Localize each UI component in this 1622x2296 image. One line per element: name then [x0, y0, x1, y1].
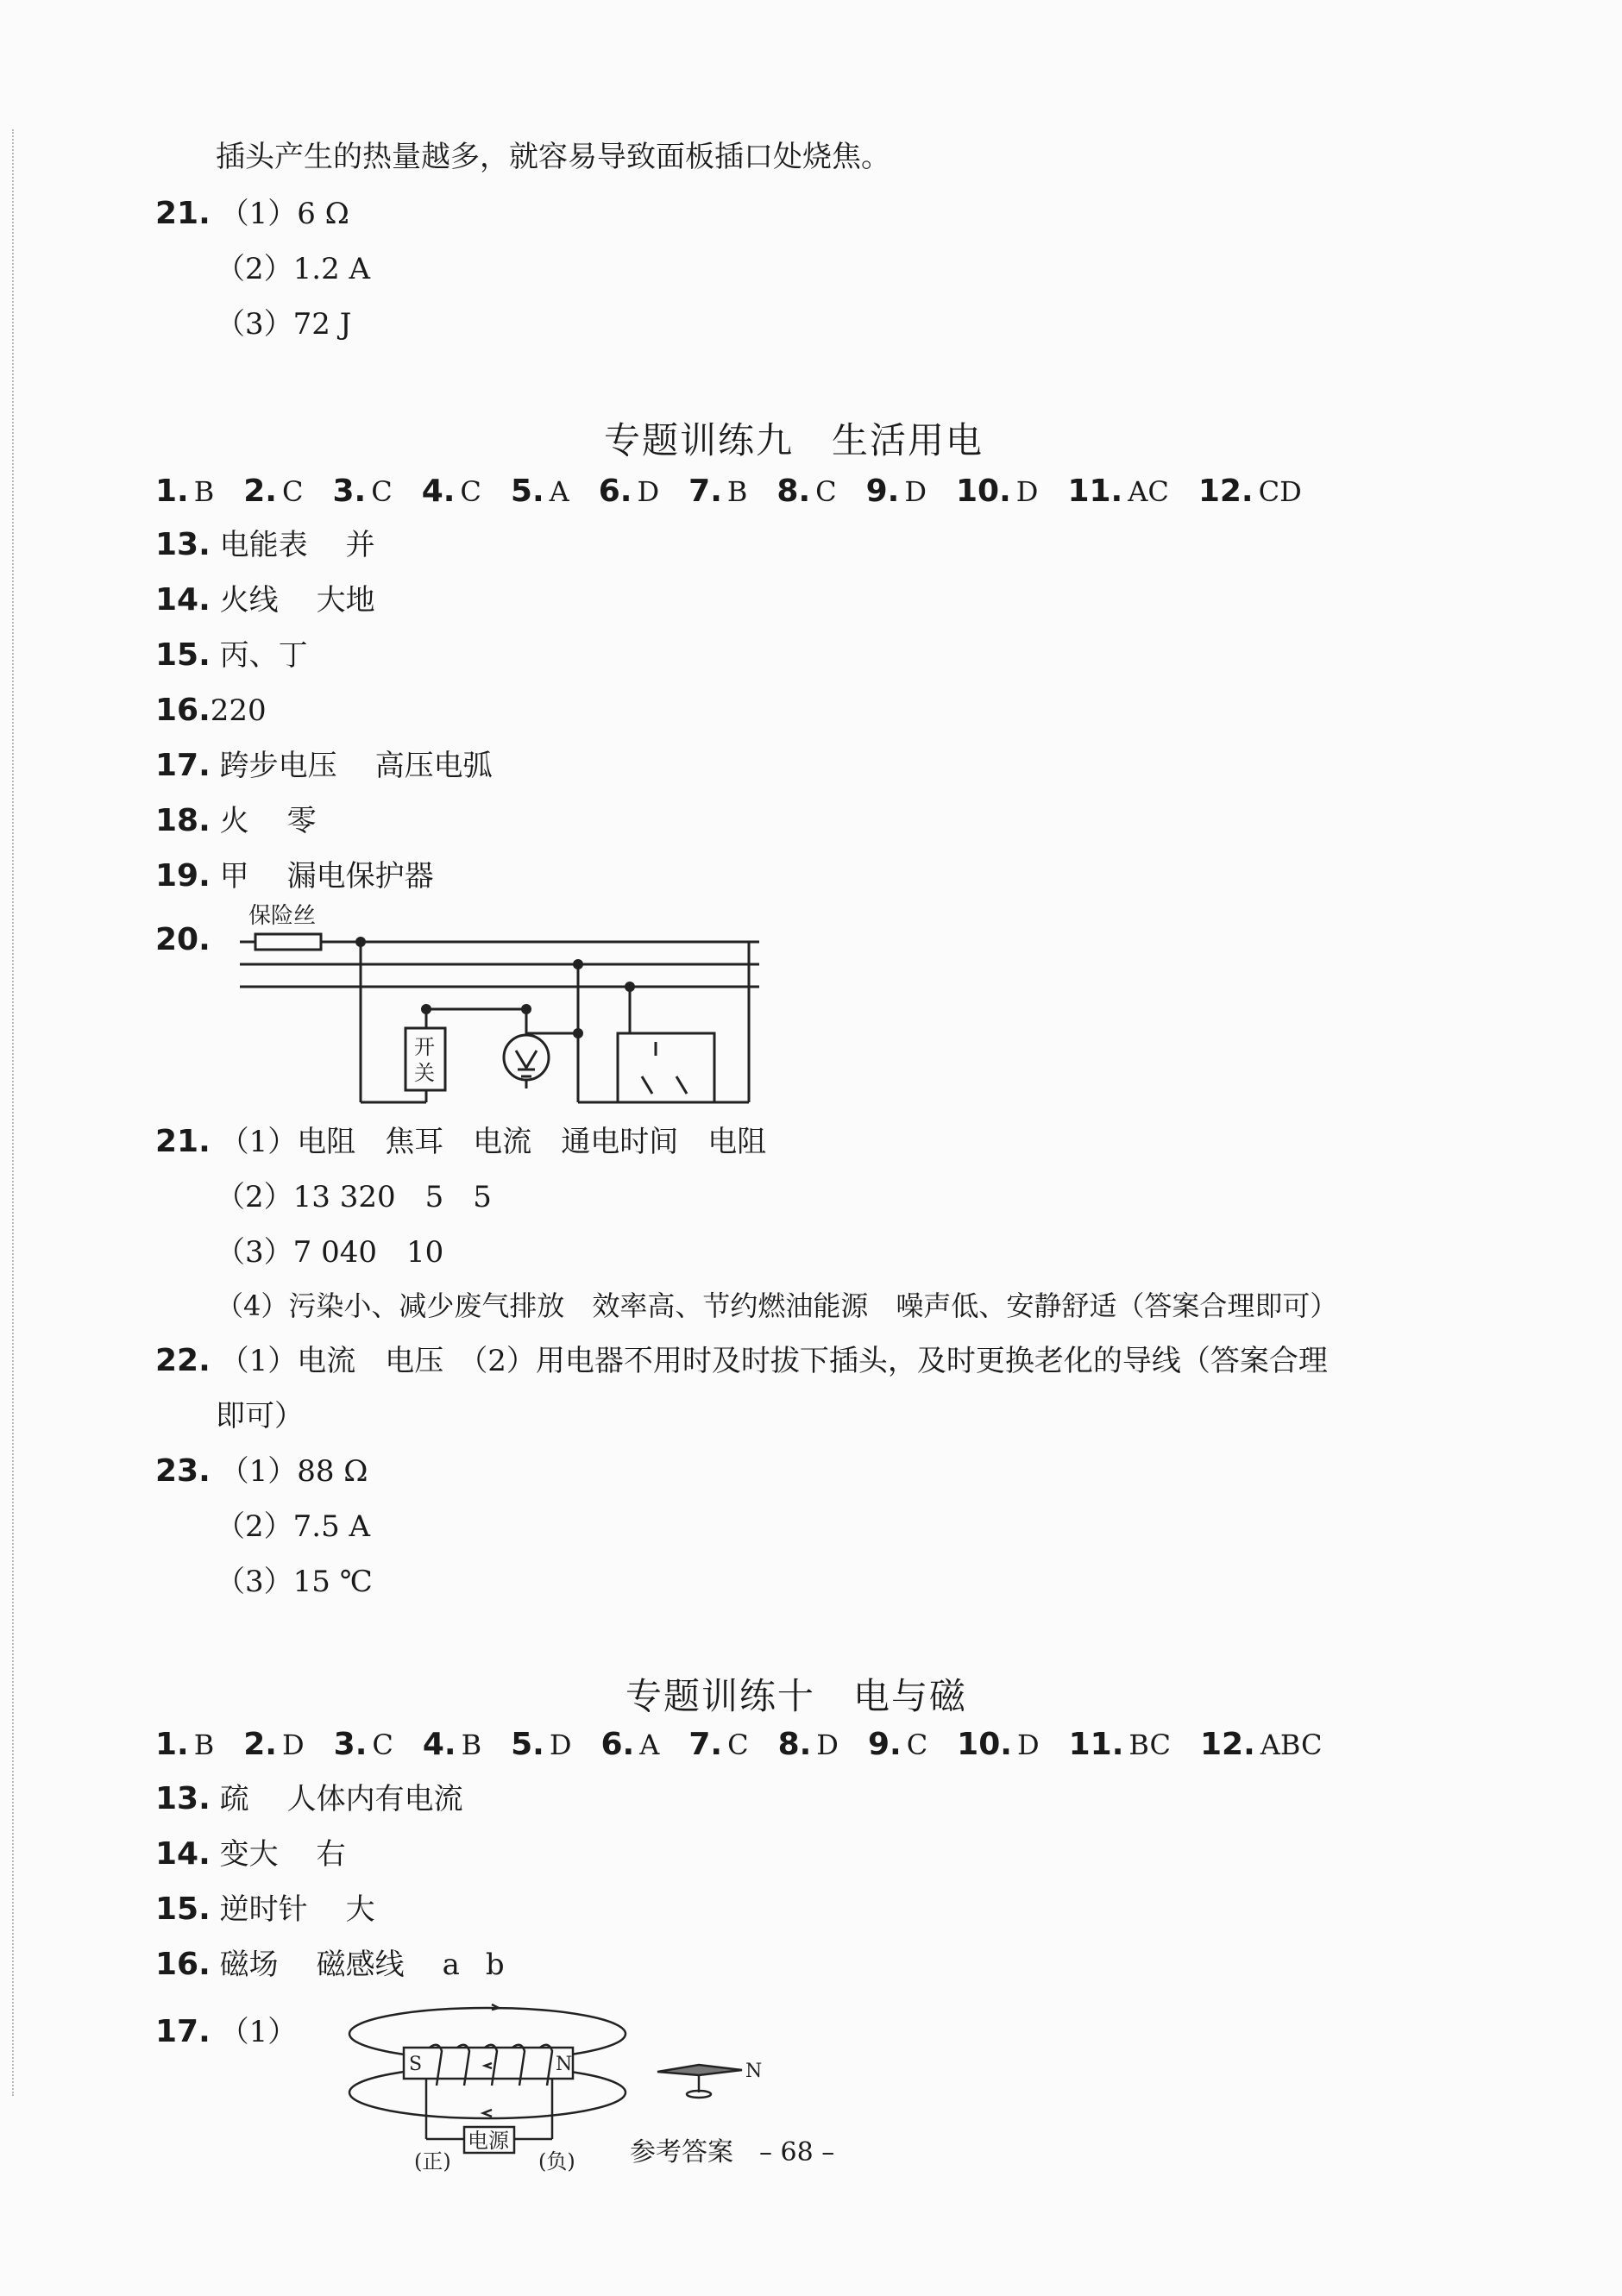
choice-letter: ABC: [1260, 1728, 1323, 1761]
question-21: [155, 1123, 766, 1161]
choice-letter: CD: [1258, 475, 1302, 508]
answer-text: 并: [345, 528, 375, 562]
question-number: 11.: [1068, 1727, 1124, 1762]
question-number: 5.: [510, 474, 544, 509]
question-number: 10.: [956, 474, 1011, 509]
choice-letter: C: [727, 1728, 749, 1761]
choice-answer: [866, 470, 927, 518]
answer-text: 丙、丁: [219, 638, 308, 673]
choice-letter: C: [906, 1728, 928, 1761]
choice-answer: [1069, 1723, 1171, 1772]
choice-letter: BC: [1128, 1728, 1171, 1761]
choice-letter: D: [549, 1728, 572, 1761]
question-15: [155, 637, 308, 674]
answer-text: 磁感线: [316, 1948, 405, 1982]
choice-letter: AC: [1128, 475, 1169, 508]
answer-part: （3）72 J: [216, 307, 352, 342]
question-18: [155, 802, 317, 840]
answer-text: 变大: [219, 1837, 279, 1872]
choice-letter: D: [1016, 1728, 1040, 1761]
choice-letter: C: [281, 475, 304, 508]
question-number: 2.: [243, 1727, 277, 1762]
choice-letter: B: [193, 475, 215, 508]
answer-part: （1）: [219, 2015, 298, 2049]
page-footer: 参考答案 – 68 –: [630, 2137, 835, 2167]
question-number: 13.: [155, 527, 211, 562]
question-14: [155, 1835, 346, 1873]
answer-text: 右: [316, 1837, 346, 1872]
continued-text: 插头产生的热量越多，就容易导致面板插口处烧焦。: [216, 140, 890, 174]
pole-label-n: N: [556, 2054, 573, 2075]
question-15: [155, 1891, 375, 1929]
question-number: 16.: [155, 693, 211, 728]
choice-answer: [423, 1723, 481, 1772]
question-number: 21.: [155, 1124, 211, 1159]
choice-answer: [155, 470, 214, 518]
question-number: 1.: [155, 1727, 189, 1762]
choice-answer: [1200, 1723, 1322, 1772]
compass-n-label: N: [745, 2061, 763, 2082]
answer-part: （4）污染小、减少废气排放 效率高、节约燃油能源 噪声低、安静舒适（答案合理即可）: [216, 1289, 1338, 1322]
question-17: [155, 747, 493, 785]
choice-answer: [1198, 470, 1302, 518]
answer-text: 逆时针: [219, 1892, 308, 1927]
household-circuit-diagram: [233, 897, 768, 1121]
choice-letter: D: [637, 475, 660, 508]
choice-answer: [422, 470, 481, 518]
answer-text: a: [442, 1948, 460, 1982]
question-22: [155, 1342, 1328, 1380]
answer-part: （3）15 ℃: [216, 1565, 373, 1599]
question-number: 11.: [1067, 474, 1123, 509]
question-number: 9.: [867, 1727, 902, 1762]
answer-part: （2）13 320 5 5: [216, 1180, 492, 1214]
choice-letter: D: [1015, 475, 1039, 508]
pole-label-s: S: [409, 2054, 423, 2075]
question-number: 13.: [155, 1781, 211, 1816]
question-number: 2.: [243, 474, 277, 509]
choice-letter: C: [815, 475, 837, 508]
question-21-top: [155, 195, 349, 233]
question-number: 8.: [777, 1727, 812, 1762]
choice-answer: [778, 1723, 839, 1772]
choice-letter: C: [372, 1728, 393, 1761]
choice-answer: [334, 1723, 393, 1772]
question-number: 22.: [155, 1343, 211, 1378]
answer-part: （2）1.2 A: [216, 252, 371, 286]
question-number: 7.: [688, 474, 722, 509]
switch-label: 关: [414, 1061, 435, 1085]
question-17: [155, 2013, 297, 2051]
question-number: 21.: [155, 196, 211, 231]
answer-part: （1）电阻 焦耳 电流 通电时间 电阻: [219, 1125, 767, 1159]
choice-answer: [776, 470, 836, 518]
answer-part: （1）88 Ω: [219, 1454, 368, 1489]
choice-letter: D: [816, 1728, 839, 1761]
question-number: 6.: [598, 474, 632, 509]
answer-text: 漏电保护器: [286, 859, 434, 894]
question-number: 7.: [688, 1727, 723, 1762]
choice-answer: [332, 470, 392, 518]
answer-text: 电能表: [219, 528, 308, 562]
multiple-choice-answers: [155, 470, 1331, 518]
power-source-label: 电源: [468, 2129, 509, 2153]
choice-answer: [599, 470, 659, 518]
answer-text: 跨步电压: [219, 749, 337, 783]
choice-letter: C: [460, 475, 481, 508]
question-number: 16.: [155, 1947, 211, 1982]
question-number: 12.: [1198, 474, 1254, 509]
answer-text: 大地: [316, 583, 375, 618]
answer-text: 火: [219, 804, 249, 838]
answer-part: （2）7.5 A: [216, 1509, 371, 1544]
answer-text: 磁场: [219, 1948, 279, 1982]
question-number: 5.: [511, 1727, 544, 1762]
choice-letter: D: [281, 1728, 305, 1761]
question-14: [155, 581, 375, 619]
choice-answer: [243, 470, 303, 518]
question-19: [155, 857, 434, 895]
choice-answer: [243, 1723, 304, 1772]
question-number: 15.: [155, 637, 211, 673]
question-number: 8.: [776, 474, 811, 509]
answer-text: 零: [286, 804, 317, 838]
choice-letter: D: [904, 475, 927, 508]
answer-part: （1）6 Ω: [219, 197, 349, 231]
multiple-choice-answers: [155, 1723, 1351, 1772]
choice-letter: A: [549, 475, 569, 508]
switch-label: 开: [414, 1035, 435, 1059]
question-number: 14.: [155, 582, 211, 618]
answer-text: 甲: [219, 859, 249, 894]
choice-letter: B: [461, 1728, 482, 1761]
answer-text: 大: [345, 1892, 375, 1927]
answer-text: 即可）: [216, 1399, 304, 1433]
question-number: 14.: [155, 1836, 211, 1872]
question-16: [155, 692, 267, 730]
choice-letter: B: [726, 475, 748, 508]
fuse-label: 保险丝: [248, 903, 317, 929]
question-number: 6.: [600, 1727, 635, 1762]
answer-part: （3）7 040 10: [216, 1235, 444, 1270]
answer-text: 火线: [219, 583, 279, 618]
choice-answer: [1067, 470, 1168, 518]
choice-answer: [511, 470, 569, 518]
question-number: 18.: [155, 803, 211, 838]
question-16: [155, 1946, 505, 1984]
question-number: 3.: [332, 474, 367, 509]
question-number: 12.: [1199, 1727, 1255, 1762]
question-number: 15.: [155, 1891, 211, 1927]
answer-text: 220: [210, 693, 267, 728]
positive-label: (正): [414, 2149, 451, 2174]
choice-letter: C: [371, 475, 393, 508]
choice-answer: [511, 1723, 571, 1772]
choice-answer: [688, 1723, 748, 1772]
question-number: 23.: [155, 1453, 211, 1489]
question-13: [155, 526, 375, 564]
choice-answer: [601, 1723, 660, 1772]
question-number: 17.: [155, 748, 211, 783]
choice-answer: [957, 1723, 1039, 1772]
negative-label: (负): [538, 2149, 575, 2174]
question-13: [155, 1780, 463, 1818]
answer-text: 高压电弧: [374, 749, 493, 783]
question-number: 19.: [155, 858, 211, 894]
question-number: 20.: [155, 922, 211, 957]
question-number: 3.: [333, 1727, 368, 1762]
question-number: 1.: [155, 474, 189, 509]
choice-answer: [956, 470, 1038, 518]
question-number: 10.: [957, 1727, 1012, 1762]
section-title: 专题训练九 生活用电: [604, 419, 984, 461]
question-number: 4.: [421, 474, 456, 509]
question-20: [155, 921, 211, 959]
question-23: [155, 1452, 368, 1490]
choice-letter: A: [639, 1728, 660, 1761]
answer-text: 疏: [219, 1782, 249, 1816]
choice-answer: [868, 1723, 927, 1772]
choice-answer: [155, 1723, 214, 1772]
section-title: 专题训练十 电与磁: [626, 1675, 968, 1717]
choice-answer: [688, 470, 747, 518]
question-number: 17.: [155, 2014, 211, 2049]
answer-text: 人体内有电流: [286, 1782, 463, 1816]
answer-text: （1）电流 电压 （2）用电器不用时及时拔下插头，及时更换老化的导线（答案合理: [219, 1344, 1328, 1378]
answer-text: b: [485, 1948, 505, 1982]
binding-margin-line: [12, 129, 14, 2096]
question-number: 4.: [422, 1727, 456, 1762]
question-number: 9.: [865, 474, 900, 509]
choice-letter: B: [193, 1728, 215, 1761]
